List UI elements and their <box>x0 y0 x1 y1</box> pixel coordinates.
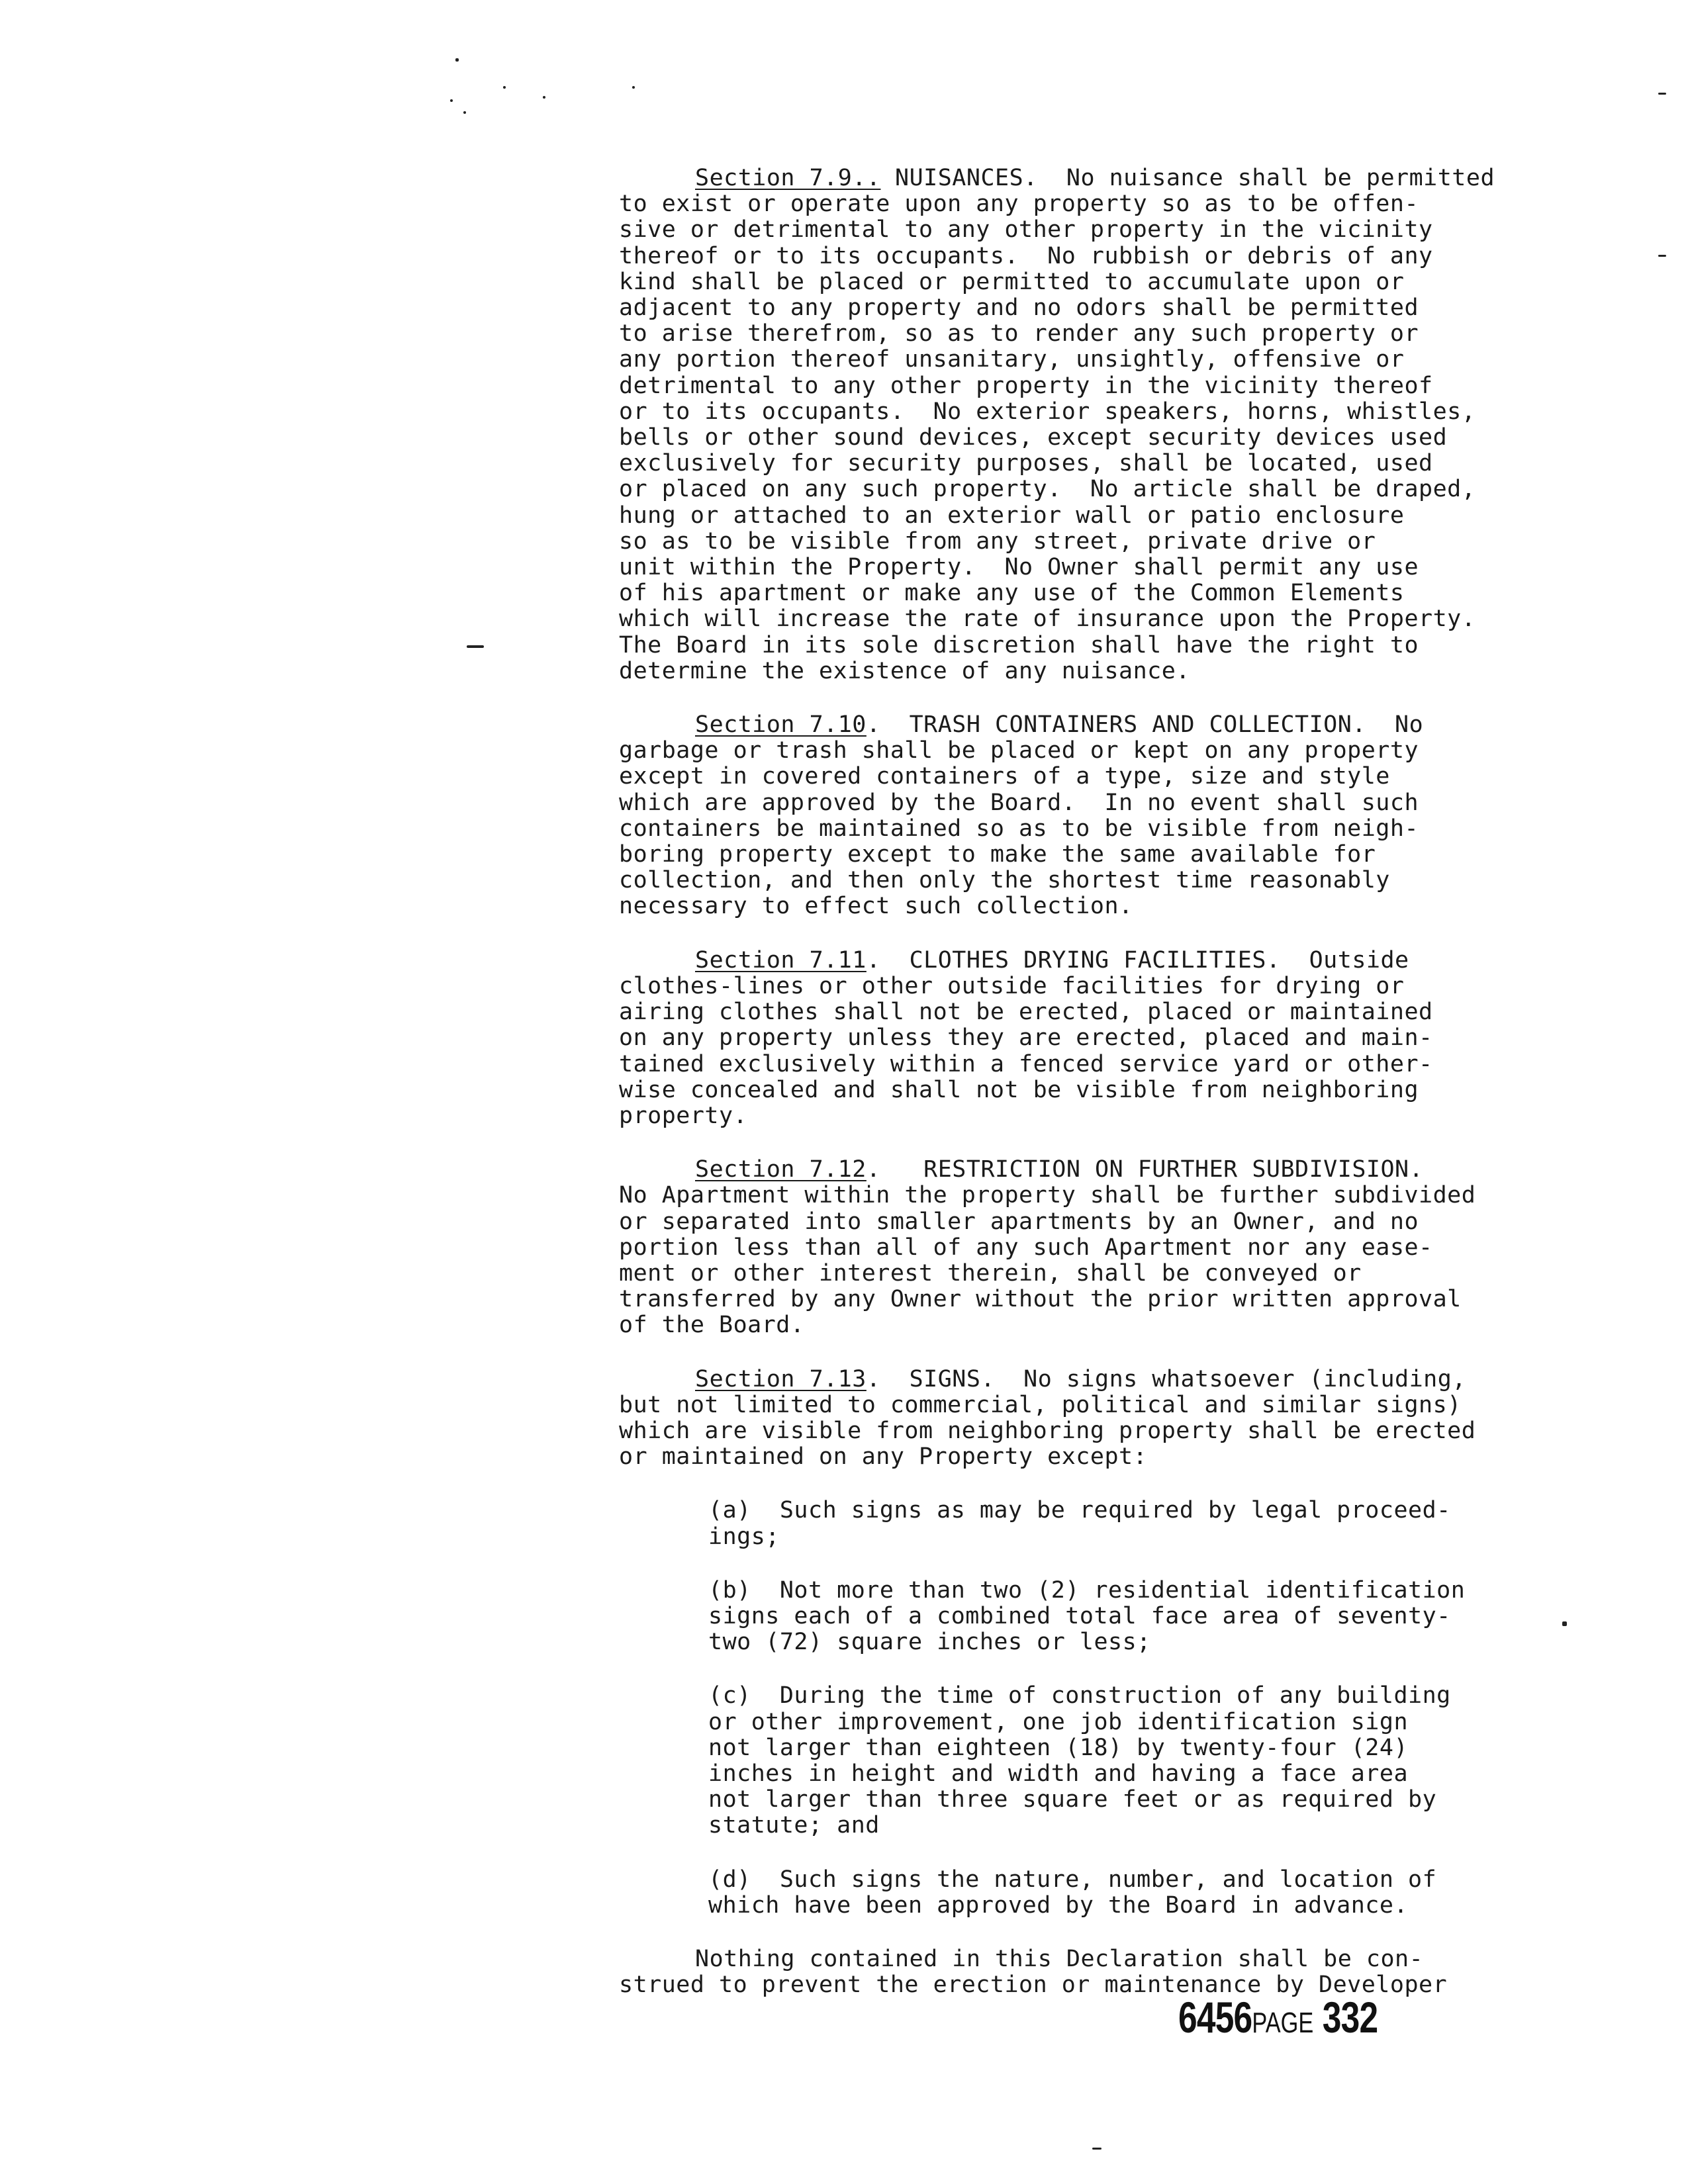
section-7-11-heading: Section 7.11 <box>695 946 867 974</box>
section-7-13-heading: Section 7.13 <box>695 1365 867 1392</box>
page-number: 332 <box>1322 1993 1378 2042</box>
text-line: or placed on any such property. No article shall be draped, <box>619 476 1476 503</box>
section-7-13 <box>619 1367 1572 1471</box>
text-line: which are approved by the Board. In no event shall such <box>619 789 1419 816</box>
text-line: portion less than all of any such Apartment nor any ease- <box>619 1234 1433 1261</box>
text-line: exclusively for security purposes, shall be located, used <box>619 450 1433 477</box>
text-line: ment or other interest therein, shall be conveyed or <box>619 1259 1362 1287</box>
text-line: The Board in its sole discretion shall have the right to <box>619 631 1419 659</box>
section-7-12-heading: Section 7.12 <box>695 1156 867 1183</box>
text-line: (c) During the time of construction of any building <box>708 1682 1451 1709</box>
scan-speck <box>1658 255 1666 257</box>
section-7-12 <box>619 1157 1572 1338</box>
text-line: of his apartment or make any use of the Common Elements <box>619 580 1405 607</box>
scan-speck <box>543 96 545 99</box>
text-line: which are visible from neighboring property shall be erected <box>619 1417 1476 1444</box>
text-line: boring property except to make the same available for <box>619 841 1376 868</box>
scan-speck <box>455 58 459 62</box>
text-line: on any property unless they are erected, placed and main- <box>619 1024 1433 1052</box>
text-line: detrimental to any other property in the vicinity thereof <box>619 372 1433 399</box>
scan-speck <box>450 99 453 102</box>
text-line: or maintained on any Property except: <box>619 1443 1148 1471</box>
section-7-12-first-line: Section 7.12. RESTRICTION ON FURTHER SUBDIVISION. <box>695 1156 1424 1183</box>
text-line: or to its occupants. No exterior speakers, horns, whistles, <box>619 398 1476 425</box>
scan-speck <box>1658 93 1666 95</box>
text-line: to exist or operate upon any property so as to be offen- <box>619 191 1419 218</box>
text-line: inches in height and width and having a face area <box>708 1760 1409 1787</box>
text-line: thereof or to its occupants. No rubbish or debris of any <box>619 242 1433 269</box>
text-line: not larger than eighteen (18) by twenty-four (24) <box>708 1734 1409 1761</box>
text-line: containers be maintained so as to be visible from neigh- <box>619 815 1419 842</box>
text-line: No Apartment within the property shall be further subdivided <box>619 1182 1476 1209</box>
section-7-11-first-line: Section 7.11. CLOTHES DRYING FACILITIES. Outside <box>695 946 1409 974</box>
text-line: transferred by any Owner without the prior written approval <box>619 1286 1462 1313</box>
text-line: hung or attached to an exterior wall or patio enclosure <box>619 502 1405 529</box>
text-line: or other improvement, one job identification sign <box>708 1708 1409 1735</box>
text-line: necessary to effect such collection. <box>619 893 1133 920</box>
closing-paragraph <box>619 1946 1572 1998</box>
text-line: kind shall be placed or permitted to accumulate upon or <box>619 268 1405 295</box>
subsection-d <box>619 1867 1572 1919</box>
text-line: clothes-lines or other outside facilities for drying or <box>619 972 1405 999</box>
text-line: signs each of a combined total face area of seventy- <box>708 1602 1451 1629</box>
subsection-b <box>619 1578 1572 1656</box>
text-line: strued to prevent the erection or maintenance by Developer <box>619 1972 1448 1999</box>
text-line: determine the existence of any nuisance. <box>619 657 1190 684</box>
text-line: bells or other sound devices, except security devices used <box>619 424 1448 451</box>
text-line: sive or detrimental to any other property in the vicinity <box>619 216 1433 244</box>
section-7-9-heading: Section 7.9.. <box>695 165 881 191</box>
text-line: (d) Such signs the nature, number, and location of <box>708 1866 1437 1893</box>
scan-speck <box>1092 2148 1102 2150</box>
section-7-13-first-line: Section 7.13. SIGNS. No signs whatsoever (including, <box>695 1365 1466 1392</box>
scan-speck <box>1562 1621 1567 1626</box>
text-line: so as to be visible from any street, private drive or <box>619 527 1376 555</box>
scan-speck <box>467 645 484 648</box>
text-line: which have been approved by the Board in advance. <box>708 1891 1409 1919</box>
text-line: wise concealed and shall not be visible from neighboring <box>619 1076 1419 1103</box>
text-line: which will increase the rate of insurance upon the Property. <box>619 606 1476 633</box>
scan-speck <box>632 86 635 89</box>
text-line: to arise therefrom, so as to render any such property or <box>619 320 1419 347</box>
text-line: tained exclusively within a fenced service yard or other- <box>619 1050 1433 1077</box>
text-line: collection, and then only the shortest time reasonably <box>619 867 1390 894</box>
section-7-10-first-line: Section 7.10. TRASH CONTAINERS AND COLLECTION. No <box>695 711 1424 739</box>
declaration-text <box>619 165 1572 2026</box>
section-7-9 <box>619 165 1572 684</box>
text-line: Nothing contained in this Declaration shall be con- <box>695 1945 1424 1972</box>
text-line: or separated into smaller apartments by an Owner, and no <box>619 1208 1419 1235</box>
book-page-stamp <box>1178 1992 1378 2042</box>
text-line: ings; <box>708 1523 780 1550</box>
section-7-9-first-line: Section 7.9.. NUISANCES. No nuisance shall be permitted <box>695 165 1495 191</box>
text-line: garbage or trash shall be placed or kept on any property <box>619 737 1419 764</box>
text-line: adjacent to any property and no odors shall be permitted <box>619 295 1419 322</box>
text-line: statute; and <box>708 1812 880 1839</box>
scan-speck <box>503 86 506 89</box>
section-7-11 <box>619 948 1572 1129</box>
text-line: but not limited to commercial, political and similar signs) <box>619 1391 1462 1418</box>
section-7-10 <box>619 712 1572 920</box>
text-line: unit within the Property. No Owner shall permit any use <box>619 554 1419 581</box>
text-line: airing clothes shall not be erected, placed or maintained <box>619 999 1433 1026</box>
text-line: (b) Not more than two (2) residential identification <box>708 1576 1466 1604</box>
scan-speck <box>463 111 466 114</box>
subsection-a <box>619 1498 1572 1549</box>
section-7-10-heading: Section 7.10 <box>695 711 867 739</box>
text-line: any portion thereof unsanitary, unsightly, offensive or <box>619 346 1405 373</box>
text-line: two (72) square inches or less; <box>708 1629 1151 1656</box>
text-line: of the Board. <box>619 1312 805 1339</box>
text-line: property. <box>619 1102 748 1129</box>
text-line: except in covered containers of a type, size and style <box>619 763 1390 790</box>
book-number: 6456 <box>1178 1993 1252 2042</box>
text-line: not larger than three square feet or as required by <box>708 1786 1437 1813</box>
text-line: (a) Such signs as may be required by legal proceed- <box>708 1497 1451 1524</box>
page-label: PAGE <box>1252 2007 1314 2039</box>
subsection-c <box>619 1683 1572 1839</box>
